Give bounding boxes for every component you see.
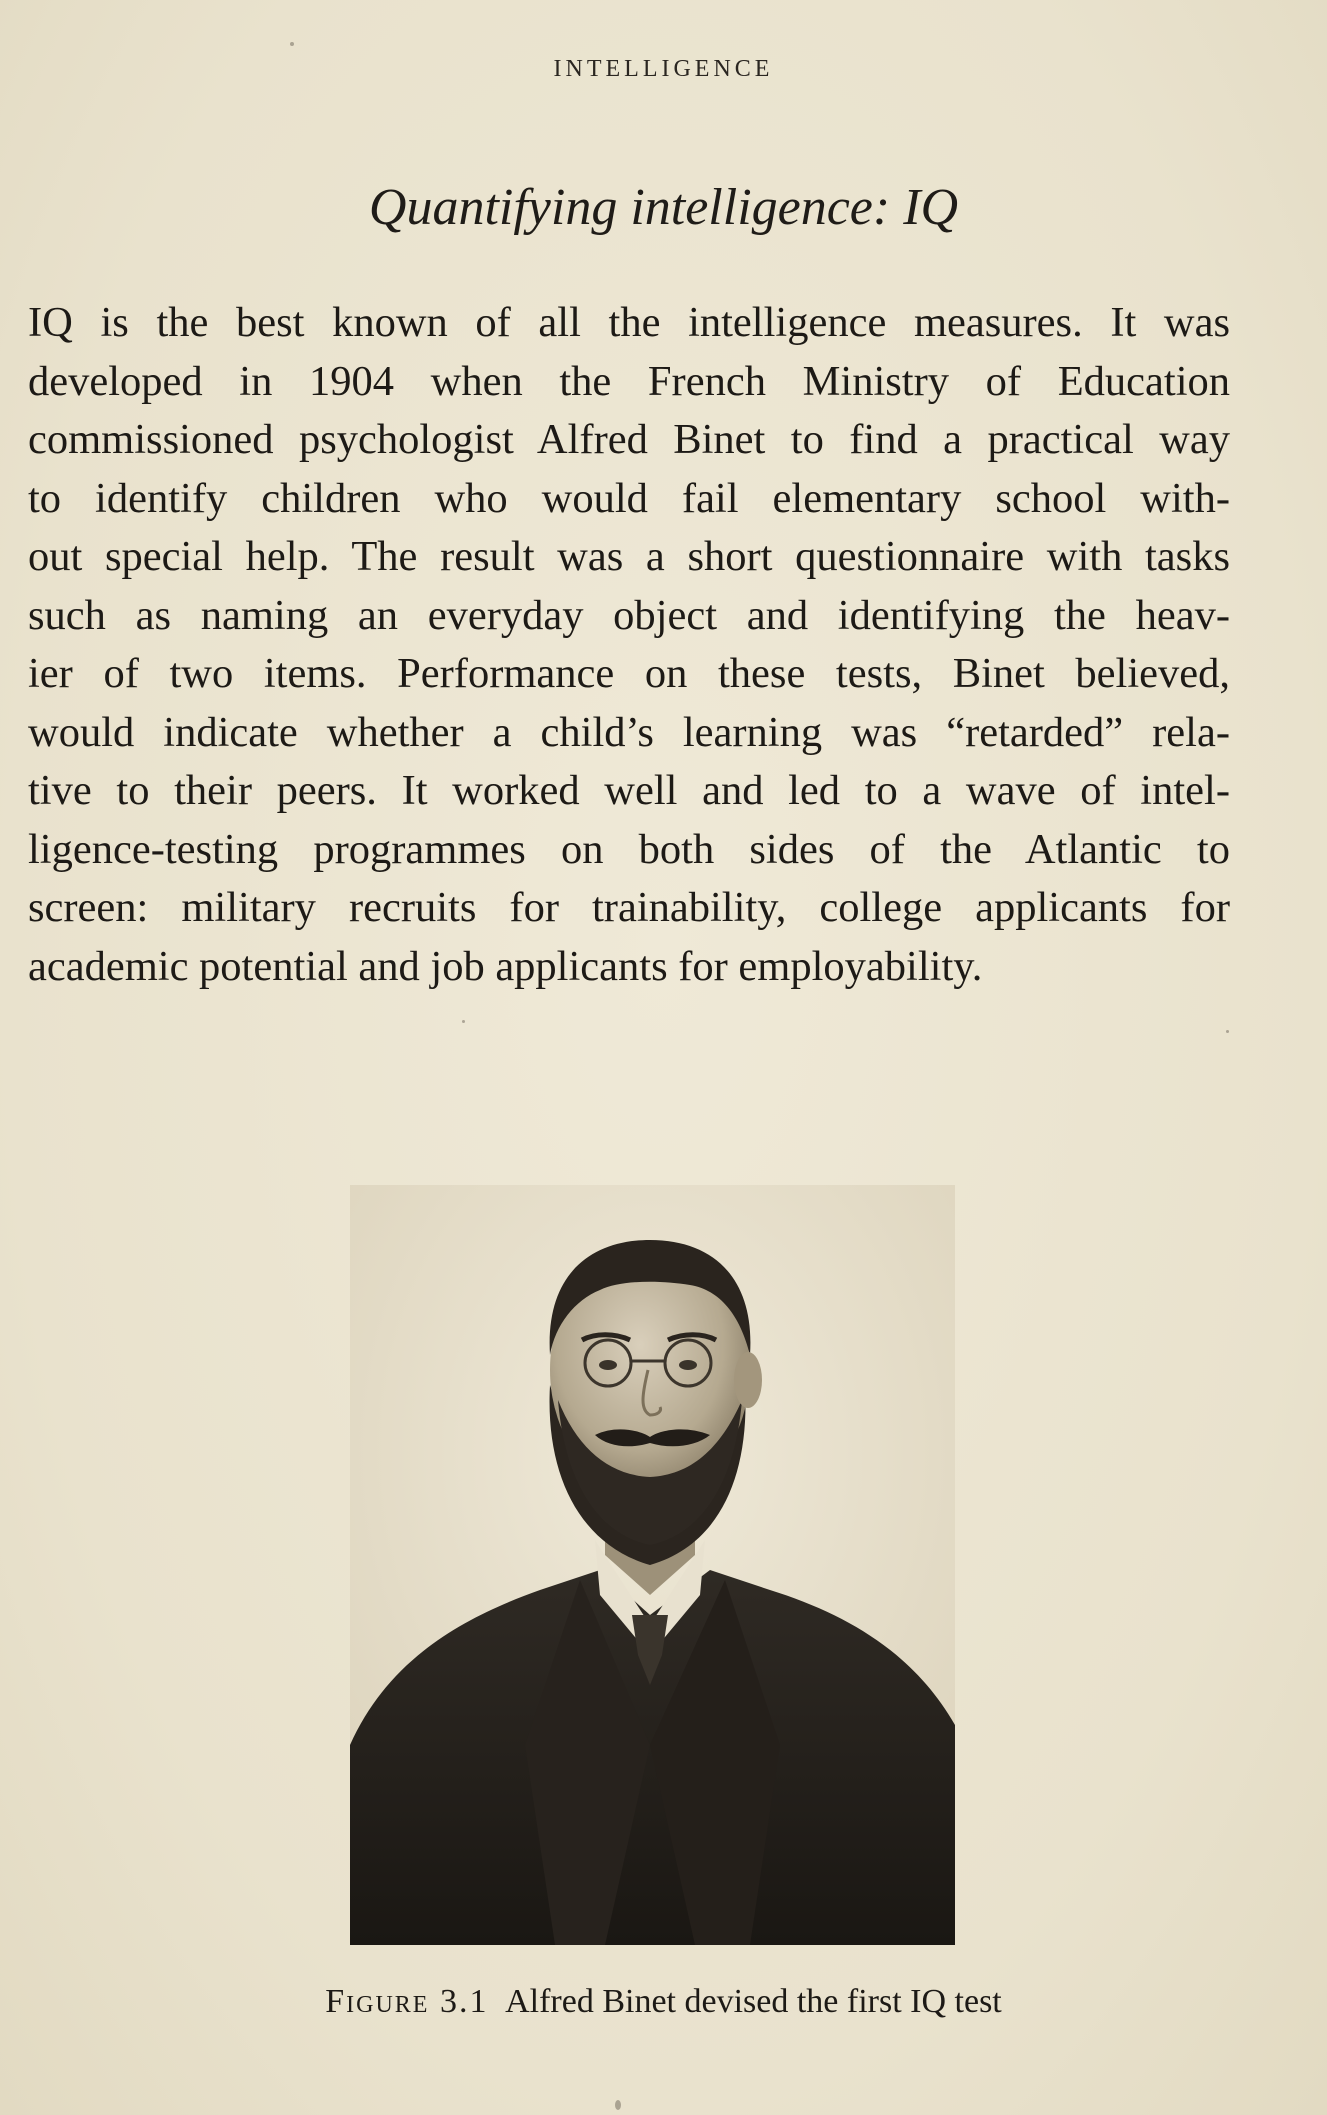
body-line: would indicate whether a child’s learning was “retarded” rela- xyxy=(28,708,1230,756)
figure-label: Figure 3.1 xyxy=(325,1983,489,2020)
figure-caption-text: Alfred Binet devised the first IQ test xyxy=(505,1983,1002,2020)
body-line: ier of two items. Performance on these tests, Binet believed, xyxy=(28,650,1230,697)
page-speck xyxy=(462,1020,465,1023)
page-speck xyxy=(290,42,294,46)
body-line: IQ is the best known of all the intelligence measures. It was xyxy=(28,299,1230,346)
body-line: tive to their peers. It worked well and led to a wave of intel- xyxy=(28,767,1230,814)
page-speck xyxy=(615,2100,621,2110)
portrait-photo xyxy=(350,1185,955,1945)
portrait-illustration xyxy=(350,1185,955,1945)
body-line: screen: military recruits for trainability, college applicants for xyxy=(28,884,1230,931)
body-line: academic potential and job applicants for employability. xyxy=(28,942,983,990)
figure-caption xyxy=(0,1983,1327,2021)
body-paragraph xyxy=(28,294,1230,996)
section-title: Quantifying intelligence: IQ xyxy=(368,179,959,236)
body-line: developed in 1904 when the French Ministry of Education xyxy=(28,357,1230,405)
body-line: commissioned psychologist Alfred Binet to find a practical way xyxy=(28,416,1230,463)
body-line: such as naming an everyday object and identifying the heav- xyxy=(28,591,1230,639)
page-speck xyxy=(1226,1030,1229,1033)
body-line: to identify children who would fail elementary school with- xyxy=(28,474,1230,522)
running-head: INTELLIGENCE xyxy=(553,56,774,82)
body-line: out special help. The result was a short questionnaire with tasks xyxy=(28,533,1230,580)
body-line: ligence-testing programmes on both sides of the Atlantic to xyxy=(28,825,1230,873)
